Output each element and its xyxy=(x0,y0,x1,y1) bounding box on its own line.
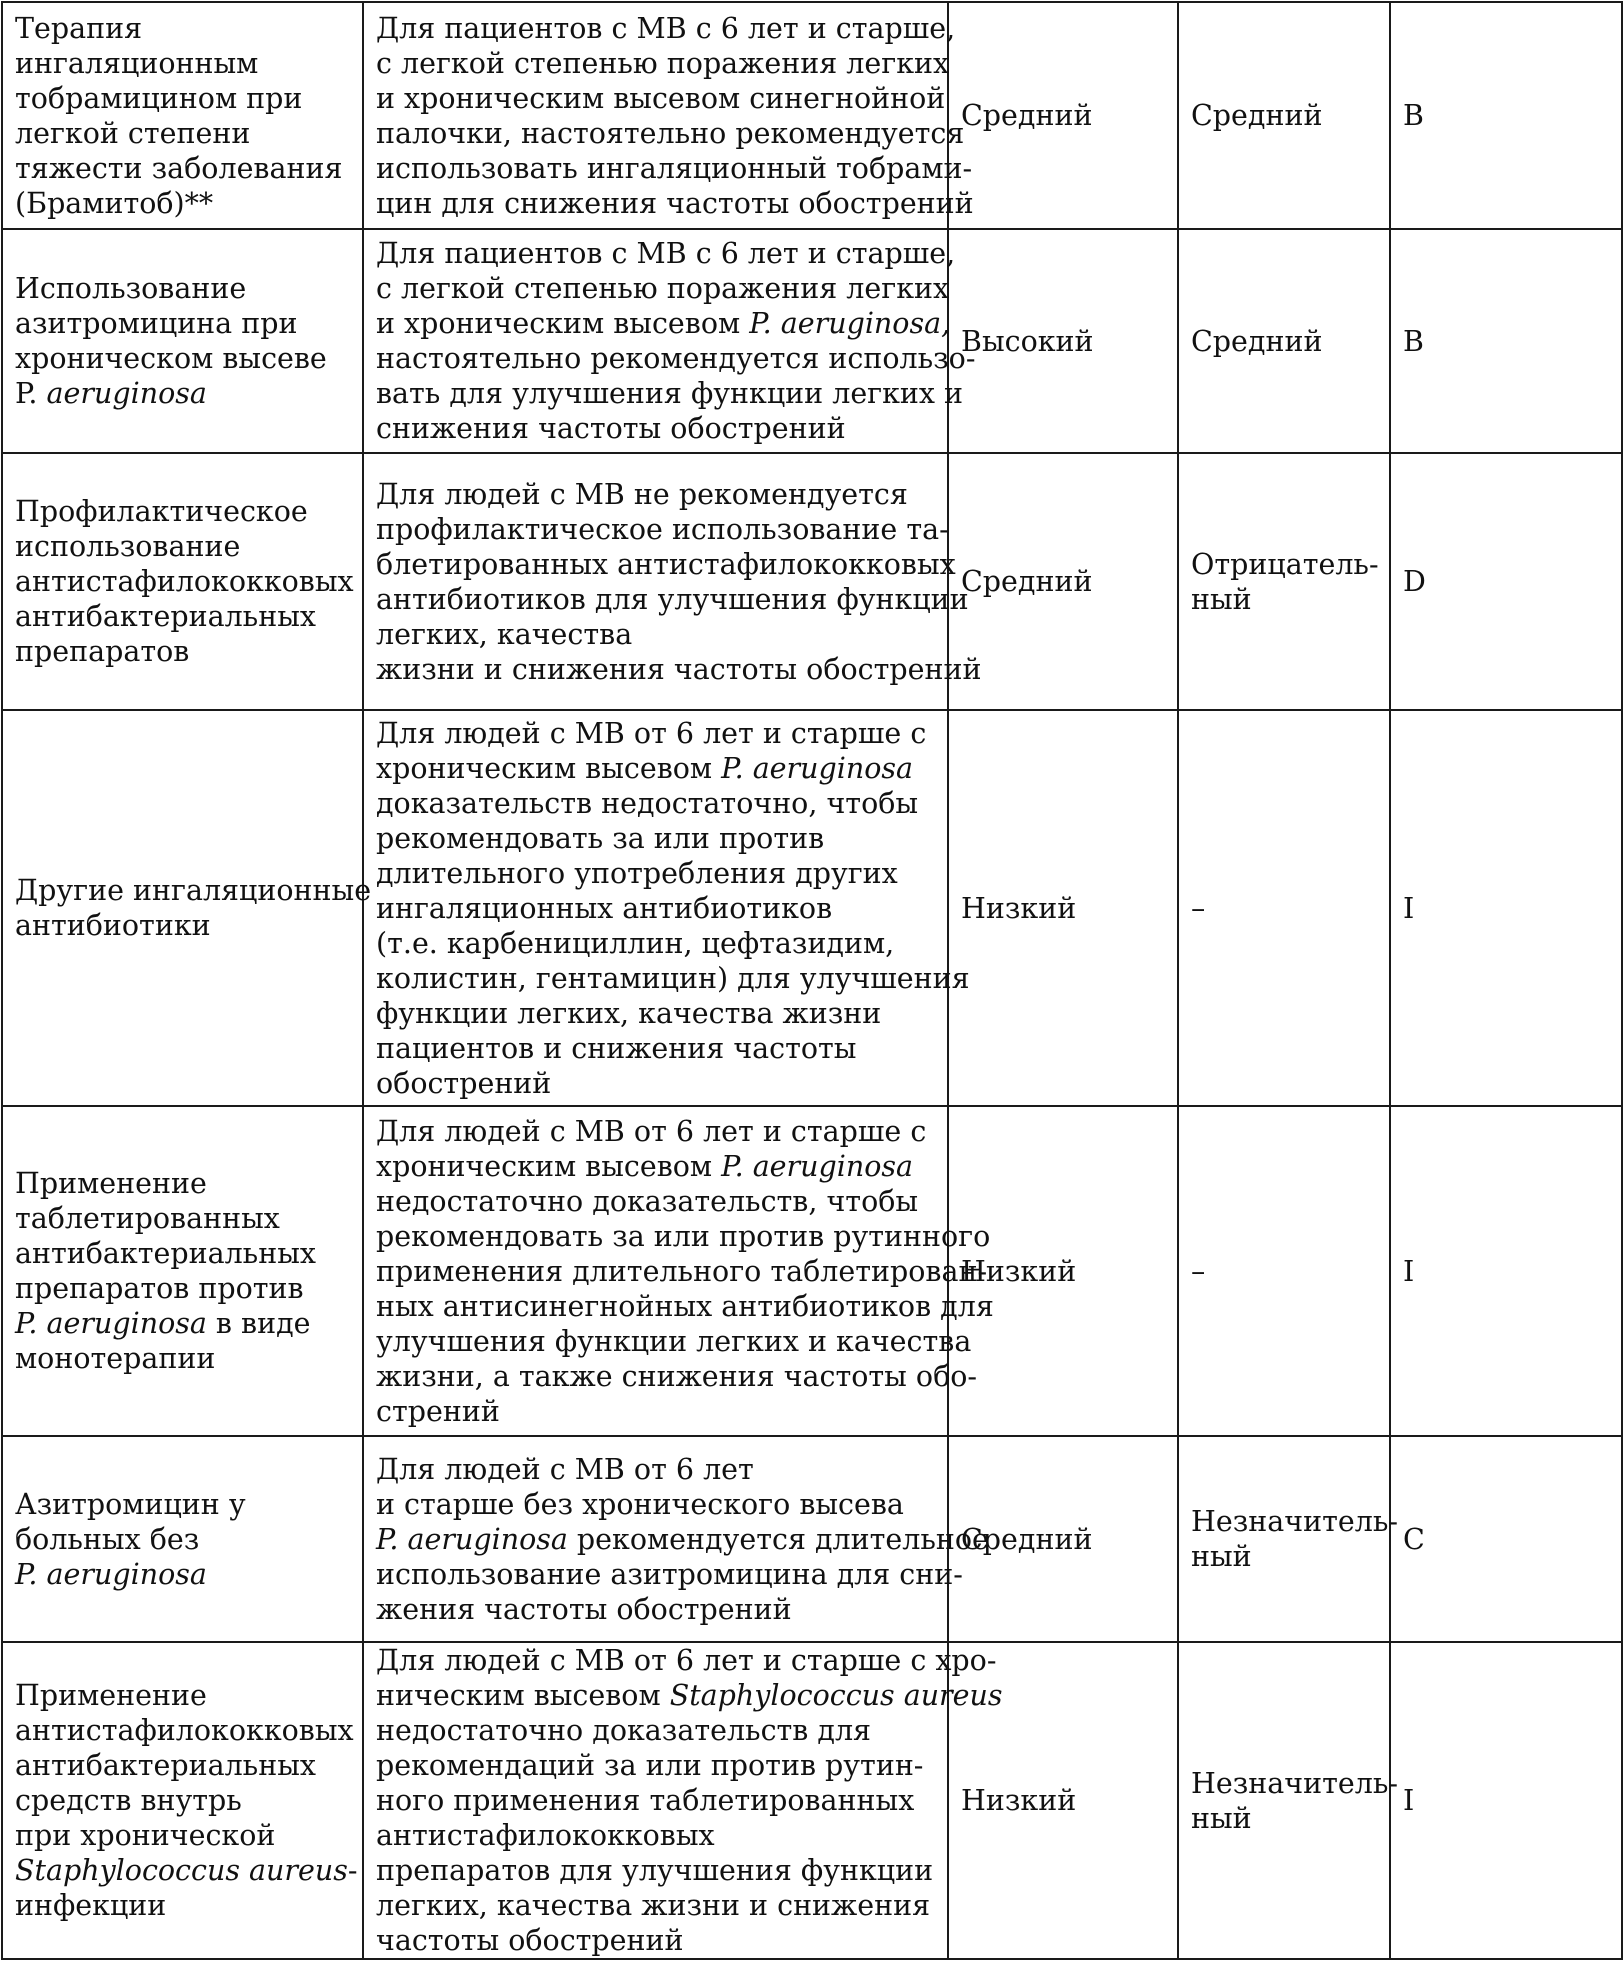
cell-line xyxy=(376,1678,1003,1713)
cell-line: Средний xyxy=(1191,99,1323,132)
evidence-level-cell: Низкий xyxy=(948,1106,1178,1436)
evidence-level-cell: Средний xyxy=(948,2,1178,229)
cell-line: недостаточно доказательств для xyxy=(376,1714,872,1747)
cell-line: Профилактическое xyxy=(15,495,308,528)
grade-cell: I xyxy=(1390,1642,1622,1959)
table-row xyxy=(2,453,1622,710)
text-segment: P. xyxy=(15,377,47,410)
evidence-level-cell: Низкий xyxy=(948,1642,1178,1959)
cell-line: ный xyxy=(1191,582,1252,616)
cell-line: хроническом высеве xyxy=(15,342,327,375)
cell-line: Для пациентов с МВ с 6 лет и старше, xyxy=(376,237,956,270)
cell-line: жизни, а также снижения частоты обо- xyxy=(376,1359,978,1393)
cell-line: – xyxy=(1191,891,1206,925)
text-segment: ническим высевом xyxy=(376,1679,670,1712)
cell-line: использовать ингаляционный тобрами- xyxy=(376,151,973,185)
cell-line: Незначитель- xyxy=(1191,1766,1398,1800)
table-body xyxy=(2,2,1622,1959)
cell-line: Применение xyxy=(15,1167,207,1200)
cell-line: легкой степени xyxy=(15,116,251,150)
text-segment: и хроническим высевом xyxy=(376,307,750,340)
cell-line: длительного употребления других xyxy=(376,856,898,890)
cell-line: Отрицатель- xyxy=(1191,547,1379,581)
cell-line: жения частоты обострений xyxy=(376,1592,792,1626)
cell-line xyxy=(376,1522,989,1557)
cell-line: антибиотиков для улучшения функции xyxy=(376,582,969,616)
cell-line: антибактериальных xyxy=(15,1749,316,1782)
grade-cell: D xyxy=(1390,453,1622,710)
italic-term: Staphylococcus aureus xyxy=(669,1679,1003,1712)
evidence-level-cell: Средний xyxy=(948,1436,1178,1642)
cell-line: тяжести заболевания xyxy=(15,151,343,185)
cell-line: недостаточно доказательств, чтобы xyxy=(376,1184,919,1218)
grade-cell: I xyxy=(1390,710,1622,1106)
intervention-cell xyxy=(2,1106,363,1436)
cell-line: обострений xyxy=(376,1066,552,1100)
intervention-cell xyxy=(2,710,372,1106)
cell-line: с легкой степенью поражения легких xyxy=(376,46,950,80)
recommendation-cell xyxy=(363,710,970,1106)
cell-line: Азитромицин у xyxy=(15,1487,246,1521)
cell-line: Для людей с МВ от 6 лет xyxy=(376,1452,754,1486)
cell-line xyxy=(15,1557,352,1592)
cell-line: профилактическое использование та- xyxy=(376,512,949,546)
italic-term: P. aeruginosa xyxy=(15,1557,207,1591)
recommendation-cell xyxy=(363,2,974,229)
grade-cell: B xyxy=(1390,229,1622,453)
evidence-level-cell: Высокий xyxy=(948,229,1178,453)
italic-term: Staphylococcus aureus xyxy=(15,1854,348,1887)
cell-line: легких, качества xyxy=(376,617,633,651)
cell-line: стрений xyxy=(376,1394,500,1428)
cell-line: рекомендовать за или против рутинного xyxy=(376,1219,991,1253)
italic-term: aeruginosa xyxy=(46,377,207,410)
cell-line: тобрамицином при xyxy=(15,81,303,115)
recommendation-cell xyxy=(363,1436,989,1642)
cell-line: Для людей с МВ от 6 лет и старше с xyxy=(376,1114,927,1148)
cell-line: антистафилококковых xyxy=(15,565,354,598)
evidence-level-cell: Средний xyxy=(948,453,1178,710)
cell-line: использование xyxy=(15,530,241,563)
cell-line: применения длительного таблетирован- xyxy=(376,1254,988,1288)
table-row xyxy=(2,1642,1622,1959)
cell-line: Для пациентов с МВ с 6 лет и старше, xyxy=(376,11,956,45)
recommendation-cell xyxy=(363,453,982,710)
cell-line: рекомендовать за или против xyxy=(376,821,825,855)
cell-line: азитромицина при xyxy=(15,307,298,340)
table-row xyxy=(2,1436,1622,1642)
intervention-cell xyxy=(2,1436,363,1642)
cell-line xyxy=(15,1306,352,1341)
cell-line: ный xyxy=(1191,1801,1252,1835)
italic-term: P. aeruginosa xyxy=(721,751,914,785)
cell-line: препаратов xyxy=(15,635,190,668)
cell-line: при хронической xyxy=(15,1819,276,1852)
cell-line: палочки, настоятельно рекомендуется xyxy=(376,116,965,150)
cell-line: антибиотики xyxy=(15,909,211,942)
cell-line: препаратов для улучшения функции xyxy=(376,1854,934,1887)
cell-line: рекомендаций за или против рутин- xyxy=(376,1749,924,1782)
recommendation-cell xyxy=(363,1642,1003,1959)
cell-line: таблетированных xyxy=(15,1202,280,1235)
cell-line: – xyxy=(1191,1254,1206,1288)
cell-line: ный xyxy=(1191,1540,1252,1573)
italic-term: P. aeruginosa xyxy=(721,1149,914,1183)
cell-line: жизни и снижения частоты обострений xyxy=(376,652,982,686)
cell-line: монотерапии xyxy=(15,1342,216,1375)
italic-term: P. aeruginosa xyxy=(376,1522,568,1556)
benefit-cell xyxy=(1178,1106,1390,1436)
cell-line: ингаляционным xyxy=(15,46,259,80)
benefit-cell xyxy=(1178,2,1390,229)
recommendation-cell xyxy=(363,1106,994,1436)
text-segment: в виде xyxy=(206,1307,311,1340)
cell-line: Другие ингаляционные xyxy=(15,874,372,907)
benefit-cell xyxy=(1178,710,1390,1106)
cell-line: больных без xyxy=(15,1522,200,1556)
table-row xyxy=(2,710,1622,1106)
text-segment: хроническим высевом xyxy=(376,1149,722,1183)
evidence-level-cell: Низкий xyxy=(948,710,1178,1106)
grade-cell: C xyxy=(1390,1436,1622,1642)
table-row xyxy=(2,2,1622,229)
intervention-cell xyxy=(2,229,363,453)
cell-line: с легкой степенью поражения легких xyxy=(376,272,950,305)
benefit-cell xyxy=(1178,229,1390,453)
cell-line: (т.е. карбенициллин, цефтазидим, xyxy=(376,926,895,960)
cell-line xyxy=(15,1853,358,1888)
text-segment: хроническим высевом xyxy=(376,751,722,785)
italic-term: P. aeruginosa xyxy=(15,1307,207,1340)
benefit-cell xyxy=(1178,453,1390,710)
intervention-cell xyxy=(2,2,363,229)
cell-line: функции легких, качества жизни xyxy=(376,996,882,1030)
cell-line: ных антисинегнойных антибиотиков для xyxy=(376,1289,994,1323)
cell-line xyxy=(376,751,939,786)
cell-line xyxy=(15,376,352,411)
benefit-cell xyxy=(1178,1436,1398,1642)
cell-line: улучшения функции легких и качества xyxy=(376,1324,972,1358)
cell-line: Для людей с МВ от 6 лет и старше с хро- xyxy=(376,1644,997,1677)
table-row xyxy=(2,1106,1622,1436)
text-segment: - xyxy=(347,1854,358,1887)
cell-line: использование азитромицина для сни- xyxy=(376,1557,963,1591)
cell-line: ного применения таблетированных xyxy=(376,1784,915,1817)
intervention-cell xyxy=(2,453,363,710)
benefit-cell xyxy=(1178,1642,1398,1959)
cell-line: вать для улучшения функции легких и xyxy=(376,377,964,410)
cell-line: Незначитель- xyxy=(1191,1505,1398,1538)
cell-line: Использование xyxy=(15,272,247,305)
recommendations-table xyxy=(1,1,1623,1960)
cell-line: частоты обострений xyxy=(376,1924,684,1957)
grade-cell: I xyxy=(1390,1106,1622,1436)
cell-line: настоятельно рекомендуется использо- xyxy=(376,342,976,375)
cell-line: Средний xyxy=(1191,324,1323,358)
grade-cell: B xyxy=(1390,2,1622,229)
intervention-cell xyxy=(2,1642,363,1959)
cell-line: Для людей с МВ не рекомендуется xyxy=(376,477,908,511)
cell-line: (Брамитоб)** xyxy=(15,186,214,220)
cell-line: легких, качества жизни и снижения xyxy=(376,1889,931,1922)
cell-line: колистин, гентамицин) для улучшения xyxy=(376,961,970,995)
cell-line: и хроническим высевом синегнойной xyxy=(376,81,946,115)
text-segment: рекомендуется длительное xyxy=(567,1522,989,1556)
cell-line: средств внутрь xyxy=(15,1784,242,1817)
cell-line: ингаляционных антибиотиков xyxy=(376,891,833,925)
cell-line: пациентов и снижения частоты xyxy=(376,1031,857,1065)
cell-line: препаратов против xyxy=(15,1272,304,1305)
cell-line: цин для снижения частоты обострений xyxy=(376,186,974,220)
cell-line: Терапия xyxy=(15,11,143,45)
cell-line xyxy=(376,1149,939,1184)
cell-line: снижения частоты обострений xyxy=(376,412,846,445)
cell-line: антибактериальных xyxy=(15,1237,316,1270)
cell-line: доказательств недостаточно, чтобы xyxy=(376,786,919,820)
cell-line: антибактериальных xyxy=(15,600,316,633)
cell-line xyxy=(376,306,951,341)
cell-line: Для людей с МВ от 6 лет и старше с xyxy=(376,716,927,750)
cell-line: и старше без хронического высева xyxy=(376,1487,904,1521)
recommendation-cell xyxy=(363,229,976,453)
cell-line: инфекции xyxy=(15,1889,167,1922)
italic-term: P. aeruginosa, xyxy=(749,307,951,340)
cell-line: блетированных антистафилококковых xyxy=(376,547,956,581)
cell-line: Применение xyxy=(15,1679,207,1712)
cell-line: антистафилококковых xyxy=(376,1819,715,1852)
cell-line: антистафилококковых xyxy=(15,1714,354,1747)
table-row xyxy=(2,229,1622,453)
